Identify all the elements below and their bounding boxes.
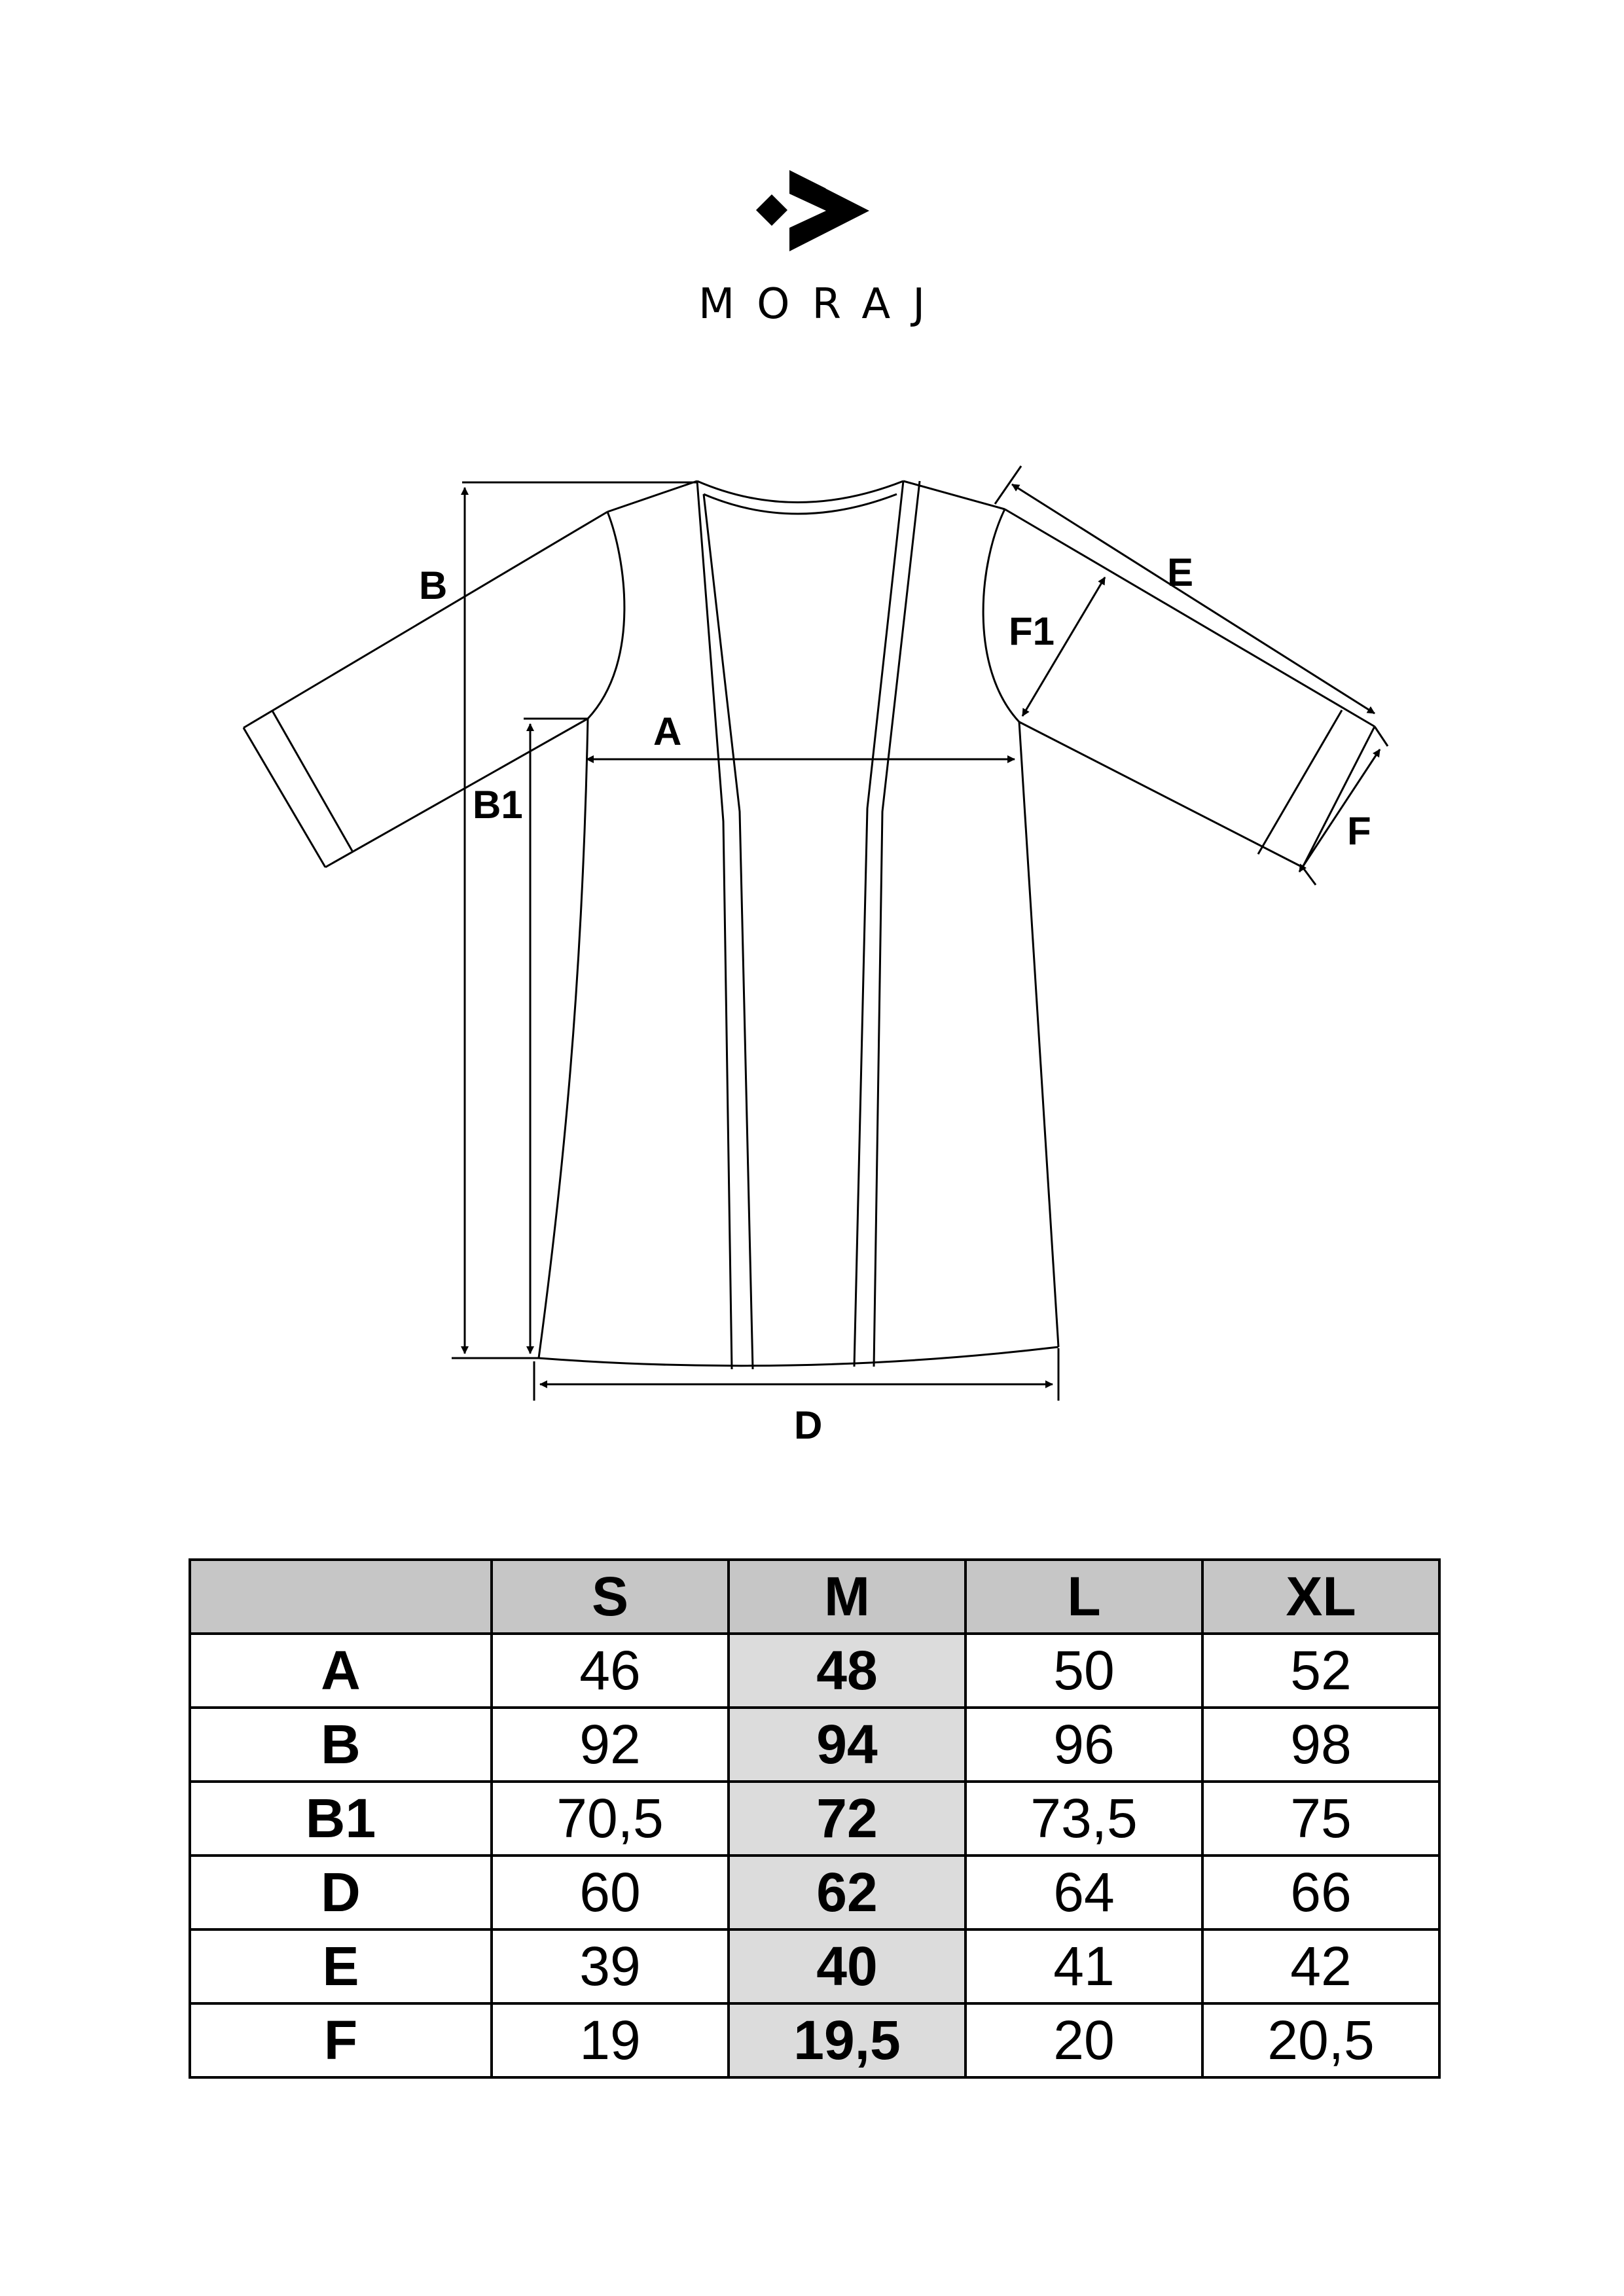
row-label: B — [190, 1708, 492, 1782]
table-cell: 19 — [492, 2003, 729, 2077]
left-sleeve-top — [244, 512, 607, 728]
header-size: XL — [1202, 1560, 1439, 1634]
table-row — [190, 1856, 1439, 1929]
table-cell: 40 — [729, 1929, 965, 2003]
table-cell: 70,5 — [492, 1782, 729, 1856]
label-d: D — [794, 1403, 823, 1447]
row-label: F — [190, 2003, 492, 2077]
right-side-seam — [1019, 722, 1058, 1347]
label-b: B — [419, 564, 448, 607]
right-sleeve-top — [1005, 509, 1375, 726]
neckline-inner — [704, 494, 897, 514]
right-sleeve-cuff-seam — [1258, 710, 1342, 854]
header-corner — [190, 1560, 492, 1634]
label-a: A — [653, 709, 682, 753]
left-placket-inner — [704, 494, 753, 1369]
table-cell: 19,5 — [729, 2003, 965, 2077]
size-table — [189, 1558, 1441, 2079]
row-label: E — [190, 1929, 492, 2003]
table-cell: 42 — [1202, 1929, 1439, 2003]
left-placket-outer — [697, 481, 732, 1369]
table-cell: 94 — [729, 1708, 965, 1782]
right-placket-outer — [854, 481, 903, 1367]
left-armhole — [588, 512, 624, 719]
label-e: E — [1167, 550, 1194, 594]
size-table-header-row — [190, 1560, 1439, 1634]
left-side-seam — [539, 719, 588, 1358]
table-cell: 75 — [1202, 1782, 1439, 1856]
table-row — [190, 2003, 1439, 2077]
table-cell: 64 — [965, 1856, 1202, 1929]
right-sleeve-bottom — [1019, 722, 1303, 867]
table-cell: 98 — [1202, 1708, 1439, 1782]
hem — [539, 1347, 1058, 1366]
table-cell: 46 — [492, 1634, 729, 1708]
row-label: D — [190, 1856, 492, 1929]
row-label: A — [190, 1634, 492, 1708]
table-row — [190, 1782, 1439, 1856]
label-f1: F1 — [1009, 609, 1055, 653]
right-placket-inner — [874, 481, 920, 1367]
left-sleeve-bottom — [325, 719, 588, 867]
label-b1: B1 — [473, 783, 523, 827]
table-cell: 96 — [965, 1708, 1202, 1782]
table-cell: 41 — [965, 1929, 1202, 2003]
header-size: S — [492, 1560, 729, 1634]
neckline — [697, 481, 903, 503]
header-size: M — [729, 1560, 965, 1634]
table-cell: 39 — [492, 1929, 729, 2003]
row-label: B1 — [190, 1782, 492, 1856]
left-shoulder — [607, 481, 697, 512]
table-cell: 50 — [965, 1634, 1202, 1708]
table-row — [190, 1929, 1439, 2003]
table-cell: 20,5 — [1202, 2003, 1439, 2077]
left-sleeve-cuff-end — [244, 728, 325, 867]
brand-name: MORAJ — [698, 280, 948, 329]
table-cell: 73,5 — [965, 1782, 1202, 1856]
label-f: F — [1347, 809, 1371, 853]
table-cell: 72 — [729, 1782, 965, 1856]
table-cell: 52 — [1202, 1634, 1439, 1708]
table-cell: 20 — [965, 2003, 1202, 2077]
header-size: L — [965, 1560, 1202, 1634]
table-cell: 60 — [492, 1856, 729, 1929]
table-row — [190, 1634, 1439, 1708]
table-cell: 92 — [492, 1708, 729, 1782]
table-row — [190, 1708, 1439, 1782]
table-cell: 66 — [1202, 1856, 1439, 1929]
table-cell: 62 — [729, 1856, 965, 1929]
table-cell: 48 — [729, 1634, 965, 1708]
measure-e-line — [1012, 484, 1375, 713]
left-sleeve-cuff-seam — [272, 711, 352, 851]
